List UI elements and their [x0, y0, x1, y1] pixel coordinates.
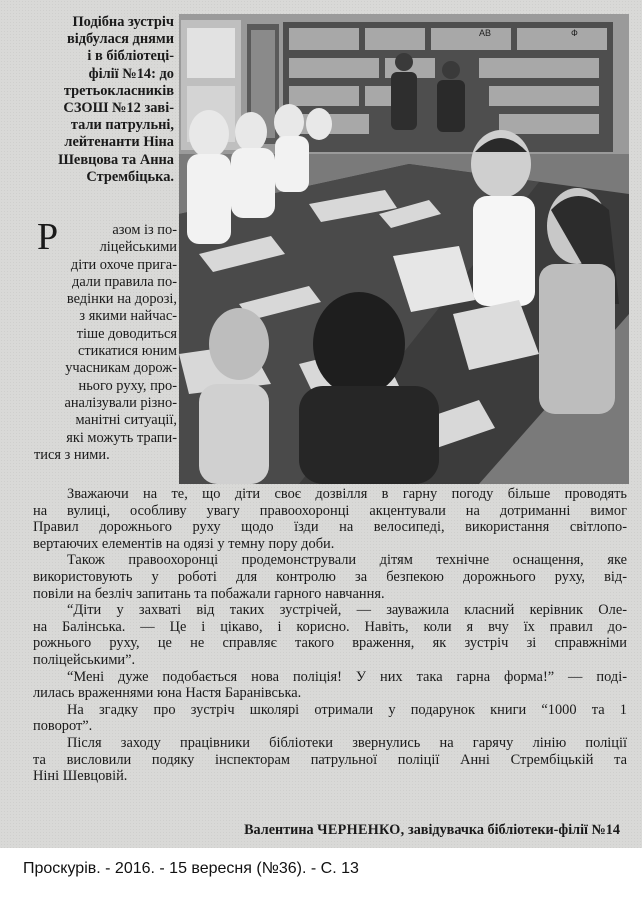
caption-line: відбулася днями: [66, 31, 174, 48]
lead-line: нього руху, про-: [78, 377, 177, 394]
photo-caption: [34, 14, 174, 186]
source-citation: Проскурів. - 2016. - 15 вересня (№36). - С. 13: [23, 860, 359, 877]
library-photo: [179, 14, 629, 484]
lead-line: азом із по-: [112, 222, 177, 238]
lead-line: тися з ними.: [34, 446, 110, 463]
lead-line: дали правила по-: [72, 273, 177, 290]
photo-illustration: [179, 14, 629, 484]
body-line: рожнього руху, це не справляє такого враження, як зустріч зі справжніми: [33, 635, 627, 652]
lead-line: з якими найчас-: [79, 308, 177, 325]
article-body: [33, 486, 627, 785]
body-line: поліцейськими”.: [33, 651, 136, 668]
caption-line: тали патрульні,: [70, 117, 174, 134]
body-line: повіли на безліч запитань та побажали гарного навчання.: [33, 585, 385, 602]
lead-line: які можуть трапи-: [66, 429, 177, 446]
lead-line: учасникам дорож-: [65, 360, 177, 377]
body-line: “Мені дуже подобається нова поліція! У них така гарна форма!” — поді-: [67, 668, 627, 685]
caption-line: Шевцова та Анна: [58, 151, 174, 168]
lead-line: манітні ситуації,: [75, 412, 177, 429]
shelf-label: АВ: [479, 28, 492, 38]
caption-line: і в бібліотеці-: [87, 48, 174, 65]
body-line: вертаючих елементів на одязі у темну пору доби.: [33, 535, 335, 552]
body-line: “Діти у захваті від таких зустрічей, — зауважила класний керівник Оле-: [67, 602, 627, 619]
body-line: на вулиці, особливу увагу правоохоронці акцентували на дотриманні вимог: [33, 502, 627, 519]
author-position: завідувачка бібліотеки-філії №14: [408, 822, 620, 838]
lead-line: ведінки на дорозі,: [66, 291, 177, 308]
author-signature: [244, 822, 620, 839]
body-line: та висловили подяку інспекторам патрульної поліції Анні Стрембіцькій та: [33, 751, 627, 768]
lead-line: стикатися юним: [77, 343, 177, 360]
body-line: Також правоохоронці продемонстрували дітям технічне оснащення, яке: [67, 552, 627, 569]
body-line: використовують у роботі для контролю за безпекою дорожнього руху, від-: [33, 568, 627, 585]
caption-line: філії №14: до: [88, 65, 174, 82]
body-line: Зважаючи на те, що діти своє дозвілля в гарну погоду більше проводять: [67, 486, 627, 502]
lead-line: тіше доводиться: [76, 325, 177, 342]
caption-line: лейтенанти Ніна: [64, 134, 174, 151]
author-surname: ЧЕРНЕНКО,: [317, 822, 405, 838]
lead-line: аналізували різно-: [64, 394, 177, 411]
caption-line: Стрембіцька.: [86, 168, 174, 185]
lead-paragraph: [33, 222, 177, 464]
body-line: лилась враженнями юна Настя Баранівська.: [33, 685, 302, 702]
drop-cap: Р: [37, 216, 59, 258]
body-line: Правил дорожнього руху щодо їзди на велосипеді, використання світлопо-: [33, 519, 627, 536]
caption-line: Подібна зустріч: [72, 14, 174, 30]
body-line: Ніні Шевцовій.: [33, 768, 128, 785]
author-first-name: Валентина: [244, 822, 314, 838]
body-line: поворот”.: [33, 718, 93, 735]
caption-line: СЗОШ №12 заві-: [63, 100, 174, 117]
body-line: На згадку про зустріч школярі отримали у подарунок книги “1000 та 1: [67, 701, 627, 718]
lead-line: ліцейськими: [99, 239, 177, 256]
shelf-label: Ф: [571, 28, 578, 38]
body-line: Після заходу працівники бібліотеки звернулись на гарячу лінію поліції: [67, 734, 627, 751]
caption-line: третьокласників: [63, 82, 174, 99]
lead-line: діти охоче прига-: [70, 256, 177, 273]
body-line: на Балінська. — Це і цікаво, і корисно. Навіть, коли я вчу їх правил до-: [33, 618, 627, 635]
